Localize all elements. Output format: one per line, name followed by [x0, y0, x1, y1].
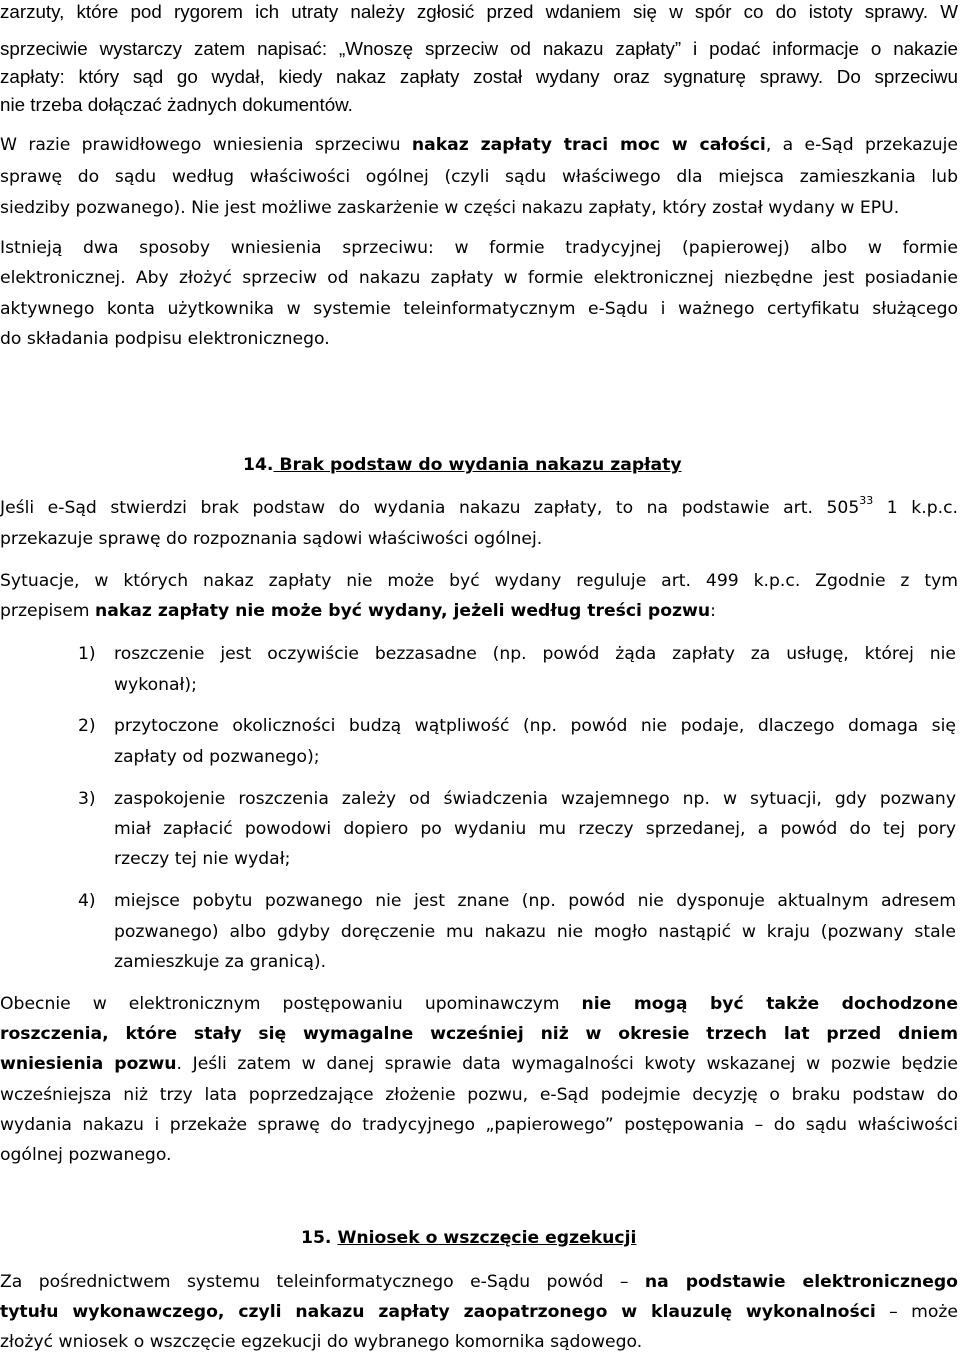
- list-item-number: 3): [78, 789, 96, 809]
- text-line: zapłaty: który sąd go wydał, kiedy nakaz zapłaty został wydany oraz sygnaturę sprawy. Do sprzeciwu: [0, 66, 958, 87]
- text-run: przepisem: [0, 601, 95, 621]
- bold-text: roszczenia, które stały się wymagalne wcześniej niż w okresie trzech lat przed dniem: [0, 1024, 958, 1044]
- text-line: ogólnej pozwanego.: [0, 1145, 172, 1165]
- list-item-number: 4): [78, 891, 96, 911]
- text-line: [0, 994, 958, 1014]
- text-line: nie trzeba dołączać żadnych dokumentów.: [0, 94, 353, 115]
- text-line: przekazuje sprawę do rozpoznania sądowi właściwości ogólnej.: [0, 529, 543, 549]
- bold-text: tytułu wykonawczego, czyli nakazu zapłaty zaopatrzonego w klauzulę wykonalności: [0, 1302, 876, 1322]
- text-line: [0, 135, 958, 155]
- section-number: 14.: [243, 455, 274, 475]
- text-line: złożyć wniosek o wszczęcie egzekucji do wybranego komornika sądowego.: [0, 1332, 643, 1352]
- text-line: Istnieją dwa sposoby wniesienia sprzeciwu: w formie tradycyjnej (papierowej) albo w formie: [0, 238, 958, 258]
- text-run: :: [710, 601, 716, 621]
- text-line: zarzuty, które pod rygorem ich utraty należy zgłosić przed wdaniem się w spór co do istoty sprawy. W: [0, 1, 958, 22]
- list-item-text: rzeczy tej nie wydał;: [114, 849, 291, 869]
- list-item-text: pozwanego) albo gdyby doręczenie mu nakazu nie mogło nastąpić w kraju (pozwany stale: [114, 922, 956, 942]
- text-line: [0, 1024, 958, 1044]
- list-item-text: miejsce pobytu pozwanego nie jest znane (np. powód nie dysponuje aktualnym adresem: [114, 891, 956, 911]
- list-item-text: wykonał);: [114, 675, 197, 695]
- text-line: elektronicznej. Aby złożyć sprzeciw od nakazu zapłaty w formie elektronicznej niezbędne jest posiadanie: [0, 268, 958, 288]
- text-run: – może: [875, 1302, 958, 1322]
- text-line: siedziby pozwanego). Nie jest możliwe zaskarżenie w części nakazu zapłaty, który został wydany w EPU.: [0, 198, 900, 218]
- section-heading-15: [301, 1228, 636, 1248]
- bold-text: na podstawie elektronicznego: [644, 1272, 958, 1292]
- text-line: do składania podpisu elektronicznego.: [0, 329, 330, 349]
- text-line: [0, 1272, 958, 1292]
- bold-text: nakaz zapłaty nie może być wydany, jeżeli według treści pozwu: [95, 601, 711, 621]
- section-heading-14: [243, 455, 682, 475]
- text-run: 1 k.p.c.: [873, 498, 958, 518]
- list-item-text: miał zapłacić powodowi dopiero po wydaniu mu rzeczy sprzedanej, a powód do tej pory: [114, 819, 956, 839]
- text-run: . Jeśli zatem w danej sprawie data wymagalności kwoty wskazanej w pozwie będzie: [176, 1054, 958, 1074]
- bold-text: wniesienia pozwu: [0, 1054, 177, 1074]
- text-line: sprawę do sądu według właściwości ogólnej (czyli sądu właściwego dla miejsca zamieszkania lub: [0, 167, 958, 187]
- text-line: sprzeciwie wystarczy zatem napisać: „Wnoszę sprzeciw od nakazu zapłaty” i podać informacje o nakazie: [0, 38, 958, 59]
- bold-text: nakaz zapłaty traci moc w całości: [411, 135, 766, 155]
- list-item-text: przytoczone okoliczności budzą wątpliwość (np. powód nie podaje, dlaczego domaga się: [114, 716, 956, 736]
- list-item-text: zamieszkuje za granicą).: [114, 952, 327, 972]
- list-item-text: zapłaty od pozwanego);: [114, 747, 320, 767]
- text-line: [0, 1054, 958, 1074]
- section-title: Brak podstaw do wydania nakazu zapłaty: [273, 455, 682, 475]
- text-run: Za pośrednictwem systemu teleinformatycznego e-Sądu powód –: [0, 1272, 645, 1292]
- superscript: 33: [859, 494, 874, 507]
- text-line: wcześniejsza niż trzy lata poprzedzające złożenie pozwu, e-Sąd podejmie decyzję o braku podstaw do: [0, 1085, 958, 1105]
- list-item-number: 1): [78, 644, 96, 664]
- text-line: Sytuacje, w których nakaz zapłaty nie może być wydany reguluje art. 499 k.p.c. Zgodnie z tym: [0, 571, 958, 591]
- text-line: wydania nakazu i przekaże sprawę do tradycyjnego „papierowego” postępowania – do sądu właściwości: [0, 1115, 958, 1135]
- text-run: , a e-Sąd przekazuje: [765, 135, 958, 155]
- bold-text: nie mogą być także dochodzone: [581, 994, 959, 1014]
- text-line: [0, 601, 716, 621]
- section-number: 15.: [301, 1228, 332, 1248]
- text-run: W razie prawidłowego wniesienia sprzeciwu: [0, 135, 412, 155]
- list-item-text: roszczenie jest oczywiście bezzasadne (np. powód żąda zapłaty za usługę, której nie: [114, 644, 956, 664]
- text-run: Jeśli e-Sąd stwierdzi brak podstaw do wydania nakazu zapłaty, to na podstawie art. 505: [0, 498, 860, 518]
- text-line: aktywnego konta użytkownika w systemie teleinformatycznym e-Sądu i ważnego certyfikatu służącego: [0, 299, 958, 319]
- list-item-text: zaspokojenie roszczenia zależy od świadczenia wzajemnego np. w sytuacji, gdy pozwany: [114, 789, 956, 809]
- text-run: Obecnie w elektronicznym postępowaniu upominawczym: [0, 994, 582, 1014]
- text-line: [0, 1302, 958, 1322]
- section-title: Wniosek o wszczęcie egzekucji: [337, 1228, 637, 1248]
- list-item-number: 2): [78, 716, 96, 736]
- text-line: [0, 494, 958, 518]
